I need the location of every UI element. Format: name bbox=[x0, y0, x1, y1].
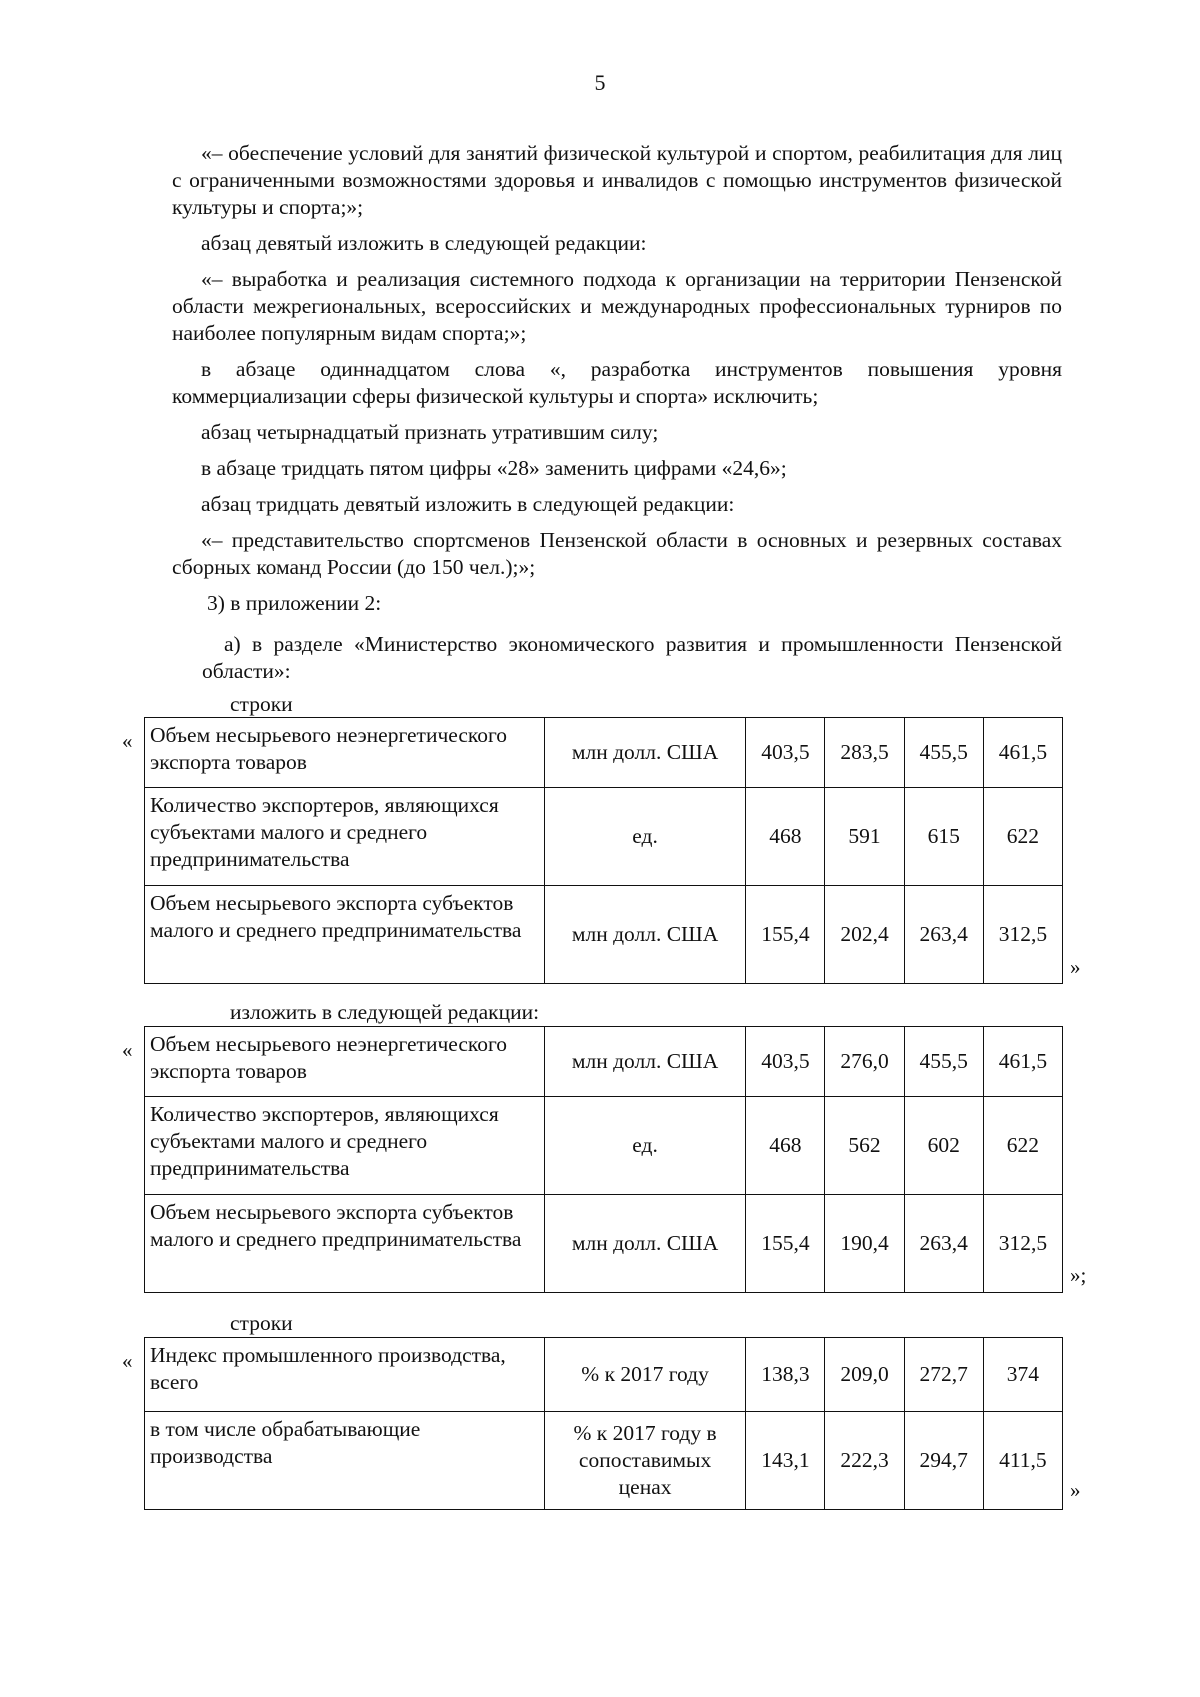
paragraph: в абзаце тридцать пятом цифры «28» заменить цифрами «24,6»; bbox=[201, 456, 787, 480]
cell-value: 622 bbox=[983, 788, 1062, 886]
cell-value: 411,5 bbox=[983, 1412, 1062, 1510]
paragraph: абзац четырнадцатый признать утратившим силу; bbox=[201, 420, 659, 444]
paragraph: абзац тридцать девятый изложить в следующей редакции: bbox=[201, 492, 735, 516]
cell-name: Объем несырьевого экспорта субъектов малого и среднего предпринимательства bbox=[145, 1195, 545, 1293]
paragraph: в абзаце одиннадцатом слова «, разработка инструментов повышения уровня коммерциализации сферы физической культуры и спорта» исключить; bbox=[172, 357, 1062, 408]
paragraph: абзац девятый изложить в следующей редакции: bbox=[201, 231, 647, 255]
cell-value: 461,5 bbox=[983, 1027, 1062, 1097]
cell-value: 468 bbox=[746, 788, 825, 886]
table-old-rows bbox=[144, 717, 1063, 984]
quote-close-2: »; bbox=[1070, 1263, 1087, 1287]
cell-value: 468 bbox=[746, 1097, 825, 1195]
quote-open-2: « bbox=[122, 1038, 133, 1062]
cell-value: 155,4 bbox=[746, 1195, 825, 1293]
table-row bbox=[145, 1338, 1063, 1412]
quote-close-3: » bbox=[1070, 1478, 1081, 1502]
cell-unit: млн долл. США bbox=[544, 718, 745, 788]
cell-unit: % к 2017 году в сопоставимых ценах bbox=[544, 1412, 745, 1510]
cell-name: Количество экспортеров, являющихся субъектами малого и среднего предпринимательства bbox=[145, 1097, 545, 1195]
cell-value: 622 bbox=[983, 1097, 1062, 1195]
cell-value: 312,5 bbox=[983, 1195, 1062, 1293]
cell-value: 222,3 bbox=[825, 1412, 904, 1510]
cell-value: 263,4 bbox=[904, 886, 983, 984]
cell-value: 143,1 bbox=[746, 1412, 825, 1510]
cell-name: Объем несырьевого экспорта субъектов малого и среднего предпринимательства bbox=[145, 886, 545, 984]
table-new-rows bbox=[144, 1026, 1063, 1293]
cell-unit: млн долл. США bbox=[544, 1195, 745, 1293]
cell-value: 562 bbox=[825, 1097, 904, 1195]
table-industrial-rows bbox=[144, 1337, 1063, 1510]
cell-value: 276,0 bbox=[825, 1027, 904, 1097]
cell-unit: млн долл. США bbox=[544, 1027, 745, 1097]
cell-value: 602 bbox=[904, 1097, 983, 1195]
body-text bbox=[172, 140, 1062, 694]
table-row bbox=[145, 886, 1063, 984]
table-row bbox=[145, 1097, 1063, 1195]
cell-value: 155,4 bbox=[746, 886, 825, 984]
list-item-3: 3) в приложении 2: bbox=[207, 591, 382, 615]
cell-name: Объем несырьевого неэнергетического экспорта товаров bbox=[145, 1027, 545, 1097]
cell-value: 403,5 bbox=[746, 1027, 825, 1097]
cell-value: 138,3 bbox=[746, 1338, 825, 1412]
cell-value: 209,0 bbox=[825, 1338, 904, 1412]
cell-value: 263,4 bbox=[904, 1195, 983, 1293]
cell-value: 455,5 bbox=[904, 718, 983, 788]
paragraph: «– обеспечение условий для занятий физической культурой и спортом, реабилитация для лиц с ограниченными возможностями здоровья и инвалидов с помощью инструментов физической культуры и спорта;»; bbox=[172, 141, 1062, 219]
label-new-edition: изложить в следующей редакции: bbox=[230, 1000, 540, 1024]
table-row bbox=[145, 1027, 1063, 1097]
cell-value: 283,5 bbox=[825, 718, 904, 788]
cell-name: в том числе обрабатывающие производства bbox=[145, 1412, 545, 1510]
quote-open-3: « bbox=[122, 1349, 133, 1373]
cell-unit: % к 2017 году bbox=[544, 1338, 745, 1412]
label-rows-1: строки bbox=[230, 692, 293, 716]
table-row bbox=[145, 788, 1063, 886]
cell-value: 455,5 bbox=[904, 1027, 983, 1097]
cell-name: Индекс промышленного производства, всего bbox=[145, 1338, 545, 1412]
paragraph: «– выработка и реализация системного подхода к организации на территории Пензенской области межрегиональных, всероссийских и международных профессиональных турниров по наиболее популярным видам спорта;»; bbox=[172, 267, 1062, 345]
cell-value: 272,7 bbox=[904, 1338, 983, 1412]
cell-unit: млн долл. США bbox=[544, 886, 745, 984]
table-row bbox=[145, 1412, 1063, 1510]
cell-value: 190,4 bbox=[825, 1195, 904, 1293]
page-number: 5 bbox=[594, 70, 606, 95]
cell-name: Объем несырьевого неэнергетического экспорта товаров bbox=[145, 718, 545, 788]
cell-value: 591 bbox=[825, 788, 904, 886]
quote-open-1: « bbox=[122, 729, 133, 753]
label-rows-2: строки bbox=[230, 1311, 293, 1335]
cell-value: 374 bbox=[983, 1338, 1062, 1412]
cell-value: 294,7 bbox=[904, 1412, 983, 1510]
list-item-a: а) в разделе «Министерство экономического развития и промышленности Пензенской области»: bbox=[202, 632, 1062, 683]
table-row bbox=[145, 1195, 1063, 1293]
cell-value: 202,4 bbox=[825, 886, 904, 984]
cell-value: 403,5 bbox=[746, 718, 825, 788]
cell-unit: ед. bbox=[544, 1097, 745, 1195]
paragraph: «– представительство спортсменов Пензенской области в основных и резервных составах сборных команд России (до 150 чел.);»; bbox=[172, 528, 1062, 579]
table-row bbox=[145, 718, 1063, 788]
cell-value: 312,5 bbox=[983, 886, 1062, 984]
cell-value: 615 bbox=[904, 788, 983, 886]
cell-name: Количество экспортеров, являющихся субъектами малого и среднего предпринимательства bbox=[145, 788, 545, 886]
cell-value: 461,5 bbox=[983, 718, 1062, 788]
cell-unit: ед. bbox=[544, 788, 745, 886]
quote-close-1: » bbox=[1070, 955, 1081, 979]
